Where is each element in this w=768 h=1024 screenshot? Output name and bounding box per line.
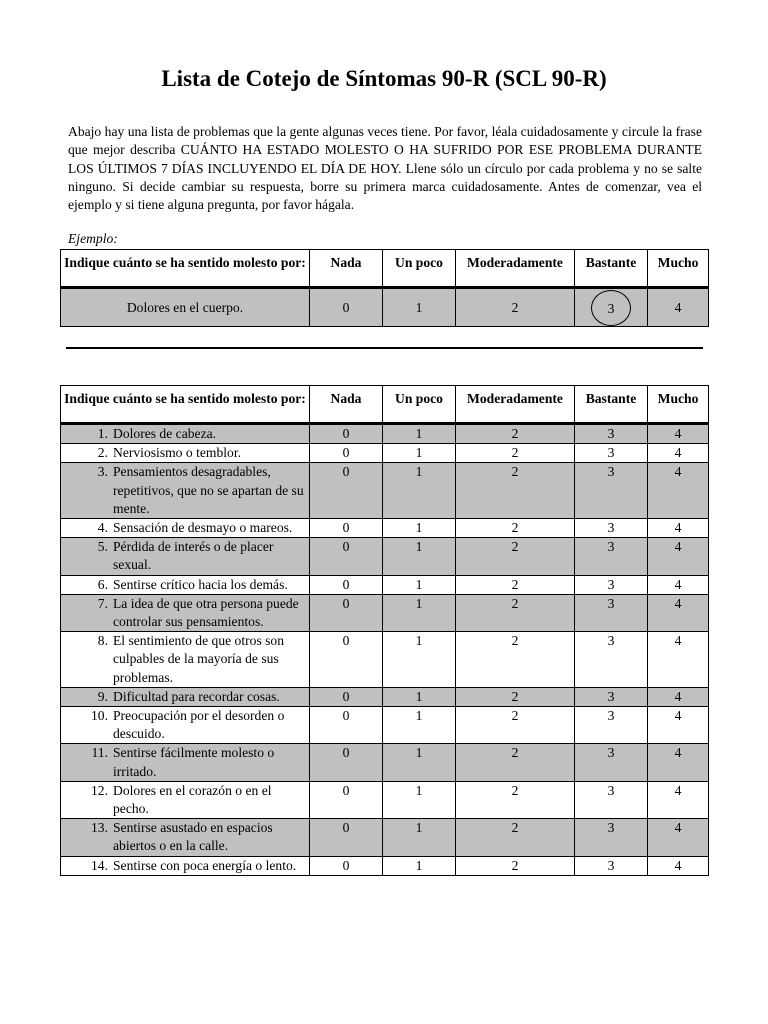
header-question: Indique cuánto se ha sentido molesto por: (61, 386, 310, 424)
item-number: 10. (91, 708, 108, 724)
option-2[interactable]: 2 (456, 575, 575, 594)
example-label: Ejemplo: (68, 231, 118, 246)
option-4[interactable]: 4 (648, 819, 709, 856)
option-4[interactable]: 4 (648, 519, 709, 538)
option-0[interactable]: 0 (310, 632, 383, 688)
option-4[interactable]: 4 (648, 781, 709, 818)
item-cell (61, 444, 310, 463)
option-2[interactable]: 2 (456, 538, 575, 575)
option-3[interactable]: 3 (575, 687, 648, 706)
item-number: 2. (97, 445, 108, 461)
table-row (61, 781, 709, 818)
symptom-table (60, 385, 709, 876)
item-text: Sentirse asustado en espacios abiertos o en la calle. (113, 820, 273, 854)
table-row (61, 744, 709, 781)
option-3[interactable]: 3 (575, 424, 648, 444)
option-3[interactable]: 3 (575, 463, 648, 519)
item-cell (61, 819, 310, 856)
option-1[interactable]: 1 (383, 781, 456, 818)
option-3[interactable]: 3 (575, 538, 648, 575)
table-row (61, 519, 709, 538)
option-2[interactable]: 2 (456, 519, 575, 538)
item-number: 8. (97, 633, 108, 649)
option-3[interactable]: 3 (575, 781, 648, 818)
option-2[interactable]: 2 (456, 594, 575, 631)
item-cell (61, 538, 310, 575)
option-4[interactable]: 4 (648, 856, 709, 875)
example-table (60, 249, 709, 327)
item-number: 4. (97, 520, 108, 536)
item-text: Sentirse con poca energía o lento. (113, 857, 297, 873)
header-bastante: Bastante (575, 250, 648, 288)
option-3[interactable]: 3 (575, 819, 648, 856)
item-number: 5. (97, 539, 108, 555)
header-moderadamente: Moderadamente (456, 250, 575, 288)
item-cell (61, 463, 310, 519)
option-0[interactable]: 0 (310, 819, 383, 856)
option-4[interactable]: 4 (648, 463, 709, 519)
option-1[interactable]: 1 (383, 856, 456, 875)
option-0[interactable]: 0 (310, 707, 383, 744)
item-text: Sensación de desmayo o mareos. (113, 520, 293, 536)
example-circled-answer: 3 (591, 290, 631, 326)
option-0[interactable]: 0 (310, 463, 383, 519)
item-number: 6. (97, 576, 108, 592)
item-text: Pérdida de interés o de placer sexual. (113, 539, 274, 573)
option-0[interactable]: 0 (310, 424, 383, 444)
item-number: 7. (97, 595, 108, 611)
option-1[interactable]: 1 (383, 575, 456, 594)
option-2[interactable]: 2 (456, 781, 575, 818)
option-1[interactable]: 1 (383, 444, 456, 463)
table-row (61, 687, 709, 706)
option-3[interactable]: 3 (575, 632, 648, 688)
option-0[interactable]: 0 (310, 687, 383, 706)
option-2[interactable]: 2 (456, 707, 575, 744)
item-number: 9. (97, 688, 108, 704)
item-text: Sentirse fácilmente molesto o irritado. (113, 745, 275, 779)
item-number: 13. (91, 820, 108, 836)
option-1[interactable]: 1 (383, 463, 456, 519)
example-row (61, 288, 709, 327)
option-4[interactable]: 4 (648, 707, 709, 744)
example-option-0: 0 (310, 288, 383, 327)
option-1[interactable]: 1 (383, 538, 456, 575)
option-1[interactable]: 1 (383, 632, 456, 688)
table-row (61, 575, 709, 594)
item-number: 12. (91, 782, 108, 798)
item-cell (61, 594, 310, 631)
item-text: Preocupación por el desorden o descuido. (113, 708, 285, 742)
item-number: 11. (91, 745, 108, 761)
table-row (61, 538, 709, 575)
item-cell (61, 687, 310, 706)
option-4[interactable]: 4 (648, 424, 709, 444)
option-1[interactable]: 1 (383, 819, 456, 856)
item-text: Dificultad para recordar cosas. (113, 688, 280, 704)
option-0[interactable]: 0 (310, 781, 383, 818)
example-item-text: Dolores en el cuerpo. (61, 288, 310, 327)
option-0[interactable]: 0 (310, 444, 383, 463)
table-row (61, 632, 709, 688)
item-cell (61, 856, 310, 875)
table-row (61, 707, 709, 744)
item-cell (61, 424, 310, 444)
instructions-paragraph: Abajo hay una lista de problemas que la gente algunas veces tiene. Por favor, léala cuidadosamente y circule la frase que mejor describa CUÁNTO HA ESTADO MOLESTO O HA SUFRIDO POR ESE PROBLEMA DURANTE LOS ÚLTIMOS 7 DÍAS INCLUYENDO EL DÍA DE HOY. Llene sólo un círculo por cada problema y no se salte ninguno. Si decide cambiar su respuesta, borre su primera marca cuidadosamente. Antes de comenzar, vea el ejemplo y si tiene alguna pregunta, por favor hágala. (68, 124, 702, 213)
option-0[interactable]: 0 (310, 594, 383, 631)
option-3[interactable]: 3 (575, 444, 648, 463)
header-mucho: Mucho (648, 250, 709, 288)
example-option-3 (575, 288, 648, 327)
example-option-4: 4 (648, 288, 709, 327)
option-0[interactable]: 0 (310, 519, 383, 538)
option-1[interactable]: 1 (383, 744, 456, 781)
option-1[interactable]: 1 (383, 424, 456, 444)
option-4[interactable]: 4 (648, 687, 709, 706)
example-option-2: 2 (456, 288, 575, 327)
option-1[interactable]: 1 (383, 707, 456, 744)
header-question: Indique cuánto se ha sentido molesto por: (61, 250, 310, 288)
item-number: 1. (97, 426, 108, 441)
item-text: Pensamientos desagradables, repetitivos, que no se apartan de su mente. (113, 464, 304, 516)
option-0[interactable]: 0 (310, 856, 383, 875)
option-3[interactable]: 3 (575, 519, 648, 538)
option-1[interactable]: 1 (383, 519, 456, 538)
header-bastante: Bastante (575, 386, 648, 424)
example-header-row (61, 250, 709, 288)
item-cell (61, 575, 310, 594)
option-2[interactable]: 2 (456, 632, 575, 688)
item-cell (61, 781, 310, 818)
item-text: Dolores de cabeza. (113, 426, 217, 441)
option-4[interactable]: 4 (648, 744, 709, 781)
option-2[interactable]: 2 (456, 463, 575, 519)
option-2[interactable]: 2 (456, 424, 575, 444)
option-2[interactable]: 2 (456, 687, 575, 706)
option-4[interactable]: 4 (648, 575, 709, 594)
table-row (61, 444, 709, 463)
table-row (61, 819, 709, 856)
item-cell (61, 744, 310, 781)
table-row (61, 856, 709, 875)
option-2[interactable]: 2 (456, 444, 575, 463)
section-divider (66, 347, 703, 349)
option-2[interactable]: 2 (456, 856, 575, 875)
option-0[interactable]: 0 (310, 575, 383, 594)
option-3[interactable]: 3 (575, 856, 648, 875)
option-3[interactable]: 3 (575, 594, 648, 631)
item-text: Sentirse crítico hacia los demás. (113, 576, 288, 592)
option-3[interactable]: 3 (575, 744, 648, 781)
option-4[interactable]: 4 (648, 444, 709, 463)
table-row (61, 594, 709, 631)
option-3[interactable]: 3 (575, 575, 648, 594)
item-text: El sentimiento de que otros son culpables de la mayoría de sus problemas. (113, 633, 285, 685)
table-row (61, 463, 709, 519)
item-text: Nerviosismo o temblor. (113, 445, 241, 461)
item-text: Dolores en el corazón o en el pecho. (113, 782, 272, 817)
header-un-poco: Un poco (383, 386, 456, 424)
header-nada: Nada (310, 250, 383, 288)
example-option-1: 1 (383, 288, 456, 327)
header-mucho: Mucho (648, 386, 709, 424)
item-number: 3. (97, 464, 108, 480)
option-0[interactable]: 0 (310, 538, 383, 575)
option-3[interactable]: 3 (575, 707, 648, 744)
option-0[interactable]: 0 (310, 744, 383, 781)
symptom-header-row (61, 386, 709, 424)
header-moderadamente: Moderadamente (456, 386, 575, 424)
item-text: La idea de que otra persona puede controlar sus pensamientos. (113, 595, 299, 630)
option-4[interactable]: 4 (648, 538, 709, 575)
option-1[interactable]: 1 (383, 594, 456, 631)
option-2[interactable]: 2 (456, 819, 575, 856)
header-nada: Nada (310, 386, 383, 424)
item-number: 14. (91, 857, 108, 873)
item-cell (61, 519, 310, 538)
table-row (61, 424, 709, 444)
option-4[interactable]: 4 (648, 594, 709, 631)
item-cell (61, 707, 310, 744)
option-4[interactable]: 4 (648, 632, 709, 688)
option-1[interactable]: 1 (383, 687, 456, 706)
option-2[interactable]: 2 (456, 744, 575, 781)
item-cell (61, 632, 310, 688)
page-title: Lista de Cotejo de Síntomas 90-R (SCL 90-R) (161, 66, 607, 91)
header-un-poco: Un poco (383, 250, 456, 288)
